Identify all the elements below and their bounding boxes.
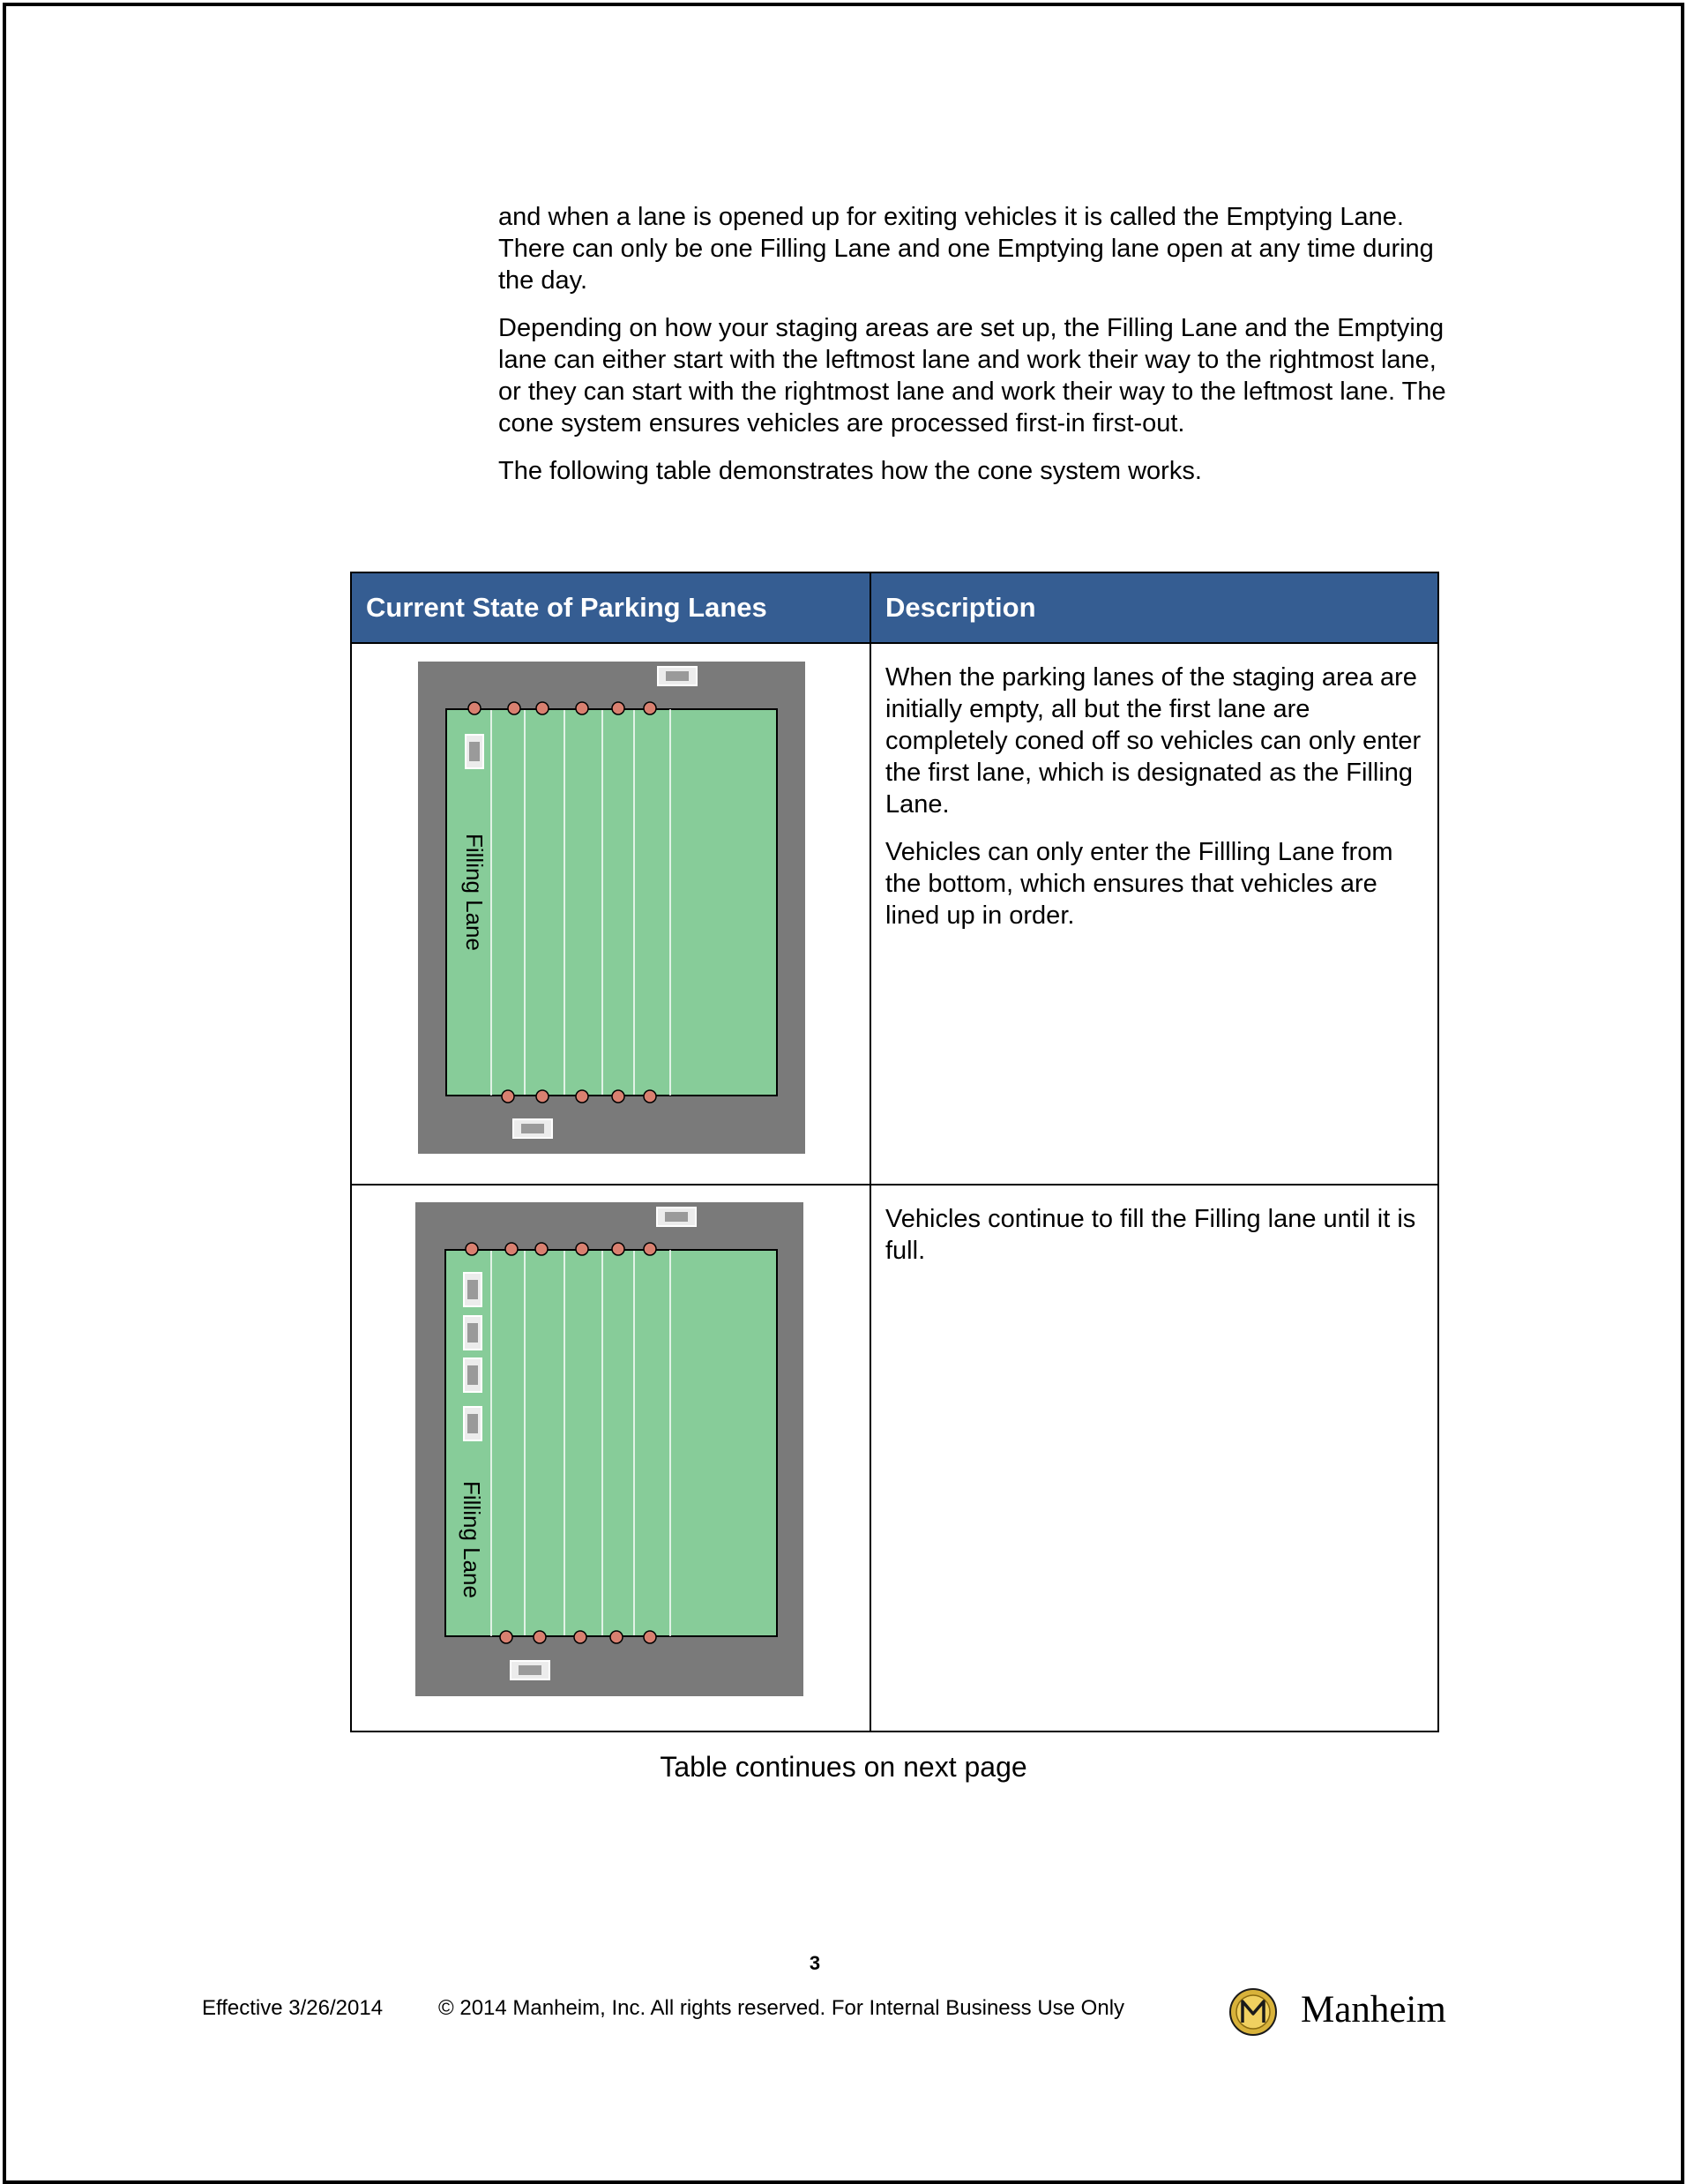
cone-system-table: [350, 572, 1439, 1732]
cone-icon: [576, 702, 588, 714]
cone-icon: [576, 1090, 588, 1103]
intro-paragraph: The following table demonstrates how the cone system works.: [498, 457, 1202, 485]
cone-icon: [644, 1243, 656, 1255]
intro-paragraph: Depending on how your staging areas are set up, the Filling Lane and the Emptying lane can either start with the leftmost lane and work their way to the rightmost lane, or they can start with the rightmost lane and work their way to the leftmost lane. The cone system ensures vehicles are processed first-in first-out.: [498, 314, 1446, 438]
table-continues-note: Table continues on next page: [660, 1751, 1027, 1783]
cone-icon: [536, 702, 549, 714]
cone-icon: [612, 1090, 624, 1103]
table-row: [351, 1185, 1438, 1731]
cone-icon: [536, 1090, 549, 1103]
car-icon: [658, 667, 697, 685]
header-current-state: Current State of Parking Lanes: [351, 572, 870, 643]
cone-icon: [576, 1243, 588, 1255]
footer-copyright: © 2014 Manheim, Inc. All rights reserved. For Internal Business Use Only: [438, 1996, 1125, 2020]
car-icon: [657, 1208, 696, 1226]
intro-paragraph: and when a lane is opened up for exiting vehicles it is called the Emptying Lane. There can only be one Filling Lane and one Emptying lane open at any time during the day.: [498, 203, 1434, 295]
description-cell: [870, 643, 1438, 1185]
cone-icon: [508, 702, 520, 714]
car-icon: [511, 1661, 549, 1679]
manheim-logo-icon: [1226, 1985, 1280, 2039]
diagram-cell: [351, 1185, 870, 1731]
staging-area-diagram-filling: [352, 1185, 871, 1713]
description-paragraph: When the parking lanes of the staging area are initially empty, all but the first lane are completely coned off so vehicles can only enter the first lane, which is designated as the Filling Lane.: [885, 663, 1422, 819]
filling-lane-label: Filling Lane: [459, 1481, 485, 1598]
intro-text: [498, 201, 1451, 503]
cone-icon: [466, 1243, 478, 1255]
description-paragraph: Vehicles can only enter the Fillling Lane from the bottom, which ensures that vehicles are lined up in order.: [885, 838, 1393, 930]
diagram-cell: [351, 643, 870, 1185]
filling-lane-label: Filling Lane: [461, 834, 488, 951]
table-header-row: [351, 572, 1438, 643]
page-number: 3: [809, 1952, 821, 1974]
car-icon: [464, 1316, 481, 1350]
cone-icon: [612, 702, 624, 714]
car-icon: [464, 1407, 481, 1440]
cone-icon: [644, 1090, 656, 1103]
car-icon: [513, 1119, 552, 1138]
staging-area-diagram-empty: [352, 644, 871, 1166]
cone-icon: [505, 1243, 518, 1255]
car-icon: [464, 1358, 481, 1392]
table-row: [351, 643, 1438, 1185]
manheim-wordmark: Manheim: [1301, 1989, 1446, 2031]
description-paragraph: Vehicles continue to fill the Filling lane until it is full.: [885, 1205, 1416, 1265]
cone-icon: [534, 1631, 546, 1643]
cone-icon: [502, 1090, 514, 1103]
cone-icon: [610, 1631, 623, 1643]
cone-icon: [574, 1631, 586, 1643]
car-icon: [466, 735, 483, 768]
cone-icon: [535, 1243, 548, 1255]
footer-effective-date: Effective 3/26/2014: [202, 1996, 384, 2020]
cone-icon: [644, 702, 656, 714]
header-description: Description: [870, 572, 1438, 643]
cone-icon: [644, 1631, 656, 1643]
cone-icon: [468, 702, 481, 714]
cone-icon: [612, 1243, 624, 1255]
car-icon: [464, 1273, 481, 1306]
description-cell: [870, 1185, 1438, 1731]
cone-icon: [500, 1631, 512, 1643]
